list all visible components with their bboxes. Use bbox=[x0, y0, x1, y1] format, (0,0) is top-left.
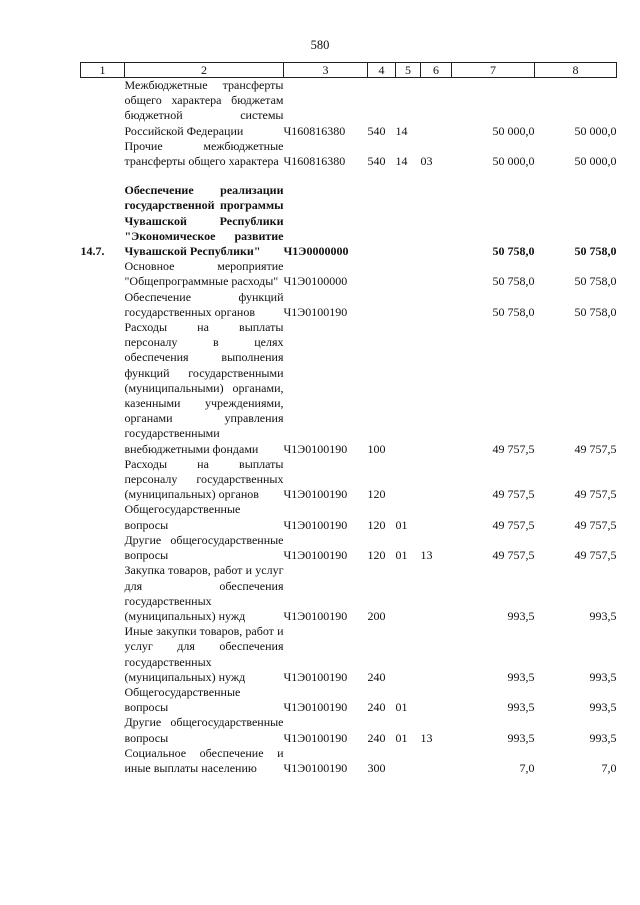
section-code bbox=[396, 624, 421, 685]
target-code: Ч1Э0100190 bbox=[283, 608, 348, 623]
amount-year-1: 993,5 bbox=[507, 700, 535, 715]
subsection-code bbox=[421, 624, 452, 685]
amount-year-2: 49 757,5 bbox=[574, 517, 617, 532]
section-code: 01 bbox=[395, 700, 408, 715]
item-name: Иные закупки товаров, работ и услуг для обеспечения государственных (муниципальных) нужд bbox=[124, 624, 284, 684]
amount-year-2: 49 757,5 bbox=[574, 441, 617, 456]
row-number bbox=[81, 533, 125, 563]
table-row bbox=[81, 139, 617, 169]
page-number: 580 bbox=[310, 38, 330, 52]
subsection-code bbox=[421, 563, 452, 624]
table-row bbox=[81, 502, 617, 532]
subsection-code bbox=[421, 290, 452, 320]
row-number bbox=[81, 685, 125, 715]
amount-year-2: 993,5 bbox=[589, 730, 617, 745]
amount-year-1: 49 757,5 bbox=[492, 517, 535, 532]
target-code: Ч1Э0000000 bbox=[283, 244, 349, 259]
column-header: 5 bbox=[396, 63, 421, 78]
section-code: 14 bbox=[395, 154, 408, 169]
amount-year-2: 50 000,0 bbox=[574, 123, 617, 138]
row-number bbox=[81, 502, 125, 532]
item-name: Расходы на выплаты персоналу государственных (муниципальных) органов bbox=[124, 456, 284, 502]
expense-type: 540 bbox=[367, 123, 386, 138]
item-name: Прочие межбюджетные трансферты общего характера bbox=[124, 138, 284, 169]
row-number: 14.7. bbox=[80, 244, 105, 259]
section-code bbox=[396, 457, 421, 503]
row-number bbox=[81, 320, 125, 457]
target-code: Ч1Э0100190 bbox=[283, 487, 348, 502]
row-number bbox=[81, 746, 125, 776]
target-code: Ч160816380 bbox=[283, 123, 346, 138]
expense-type: 120 bbox=[367, 487, 386, 502]
expense-type: 240 bbox=[367, 700, 386, 715]
subsection-code bbox=[421, 78, 452, 139]
item-name: Закупка товаров, работ и услуг для обеспечения государственных (муниципальных) нужд bbox=[124, 563, 284, 623]
column-header: 4 bbox=[368, 63, 396, 78]
row-number bbox=[81, 290, 125, 320]
section-code bbox=[396, 290, 421, 320]
amount-year-1: 49 757,5 bbox=[492, 441, 535, 456]
amount-year-2: 50 758,0 bbox=[574, 304, 617, 319]
budget-table bbox=[80, 62, 617, 776]
amount-year-1: 50 758,0 bbox=[492, 304, 535, 319]
row-number bbox=[81, 259, 125, 289]
item-name: Обеспечение реализации государственной программы Чувашской Республики "Экономическое развитие Чувашской Республики" bbox=[124, 183, 284, 259]
subsection-code: 03 bbox=[420, 154, 433, 169]
column-number-header bbox=[81, 63, 617, 78]
item-name bbox=[125, 169, 284, 183]
section-code bbox=[396, 183, 421, 259]
expense-type bbox=[368, 169, 396, 183]
column-header: 3 bbox=[284, 63, 368, 78]
item-name: Межбюджетные трансферты общего характера бюджетам бюджетной системы Российской Федерации bbox=[124, 78, 284, 138]
row-number bbox=[81, 169, 125, 183]
amount-year-1: 993,5 bbox=[507, 608, 535, 623]
amount-year-2 bbox=[535, 169, 617, 183]
amount-year-2: 50 000,0 bbox=[574, 154, 617, 169]
subsection-code bbox=[421, 685, 452, 715]
subsection-code: 13 bbox=[420, 730, 433, 745]
item-name: Расходы на выплаты персоналу в целях обеспечения выполнения функций государственными (муниципальными) органами, казенными учреждениями, органами управления государственными внебюджетными фондами bbox=[124, 320, 284, 456]
amount-year-1: 50 758,0 bbox=[492, 274, 535, 289]
column-header: 7 bbox=[452, 63, 535, 78]
item-name: Обеспечение функций государственных органов bbox=[124, 289, 284, 319]
subsection-code bbox=[421, 183, 452, 259]
expense-type: 240 bbox=[367, 730, 386, 745]
amount-year-1: 50 758,0 bbox=[492, 244, 535, 259]
target-code: Ч1Э0100190 bbox=[283, 669, 348, 684]
section-code: 14 bbox=[395, 123, 408, 138]
row-number bbox=[81, 78, 125, 139]
column-header: 1 bbox=[81, 63, 125, 78]
amount-year-2: 7,0 bbox=[601, 760, 617, 775]
target-code: Ч1Э0100190 bbox=[283, 517, 348, 532]
item-name: Другие общегосударственные вопросы bbox=[124, 715, 284, 745]
expense-type bbox=[368, 290, 396, 320]
table-row bbox=[81, 685, 617, 715]
expense-type: 100 bbox=[367, 441, 386, 456]
amount-year-2: 993,5 bbox=[589, 700, 617, 715]
item-name: Общегосударственные вопросы bbox=[124, 684, 241, 715]
amount-year-1: 993,5 bbox=[507, 730, 535, 745]
item-name: Основное мероприятие "Общепрограммные расходы" bbox=[124, 259, 284, 289]
amount-year-2: 993,5 bbox=[589, 669, 617, 684]
column-header: 2 bbox=[125, 63, 284, 78]
section-code bbox=[396, 259, 421, 289]
spacer-row bbox=[81, 169, 617, 183]
subsection-code bbox=[421, 320, 452, 457]
expense-type: 300 bbox=[367, 760, 386, 775]
target-code: Ч1Э0100190 bbox=[283, 548, 348, 563]
section-code bbox=[396, 746, 421, 776]
item-name: Другие общегосударственные вопросы bbox=[124, 532, 284, 563]
expense-type: 200 bbox=[367, 608, 386, 623]
item-name: Общегосударственные вопросы bbox=[124, 502, 241, 532]
section-code: 01 bbox=[395, 730, 408, 745]
section-code bbox=[396, 320, 421, 457]
table-row bbox=[81, 746, 617, 776]
row-number bbox=[81, 715, 125, 745]
amount-year-1: 50 000,0 bbox=[492, 154, 535, 169]
table-row bbox=[81, 183, 617, 259]
expense-type: 240 bbox=[367, 669, 386, 684]
target-code: Ч160816380 bbox=[283, 154, 346, 169]
amount-year-1: 50 000,0 bbox=[492, 123, 535, 138]
subsection-code bbox=[421, 457, 452, 503]
subsection-code bbox=[421, 259, 452, 289]
expense-type: 540 bbox=[367, 154, 386, 169]
expense-type bbox=[368, 183, 396, 259]
row-number bbox=[81, 563, 125, 624]
column-header: 8 bbox=[535, 63, 617, 78]
item-name: Социальное обеспечение и иные выплаты населению bbox=[124, 745, 284, 775]
row-number bbox=[81, 624, 125, 685]
target-code: Ч1Э0100190 bbox=[283, 441, 348, 456]
target-code: Ч1Э0100000 bbox=[283, 274, 348, 289]
amount-year-2: 49 757,5 bbox=[574, 548, 617, 563]
column-header: 6 bbox=[421, 63, 452, 78]
target-code: Ч1Э0100190 bbox=[283, 760, 348, 775]
table-row bbox=[81, 78, 617, 139]
target-code bbox=[284, 169, 368, 183]
section-code bbox=[396, 169, 421, 183]
amount-year-1 bbox=[452, 169, 535, 183]
section-code: 01 bbox=[395, 548, 408, 563]
subsection-code bbox=[421, 502, 452, 532]
target-code: Ч1Э0100190 bbox=[283, 304, 348, 319]
amount-year-1: 49 757,5 bbox=[492, 548, 535, 563]
subsection-code: 13 bbox=[420, 548, 433, 563]
amount-year-2: 993,5 bbox=[589, 608, 617, 623]
amount-year-1: 7,0 bbox=[519, 760, 535, 775]
table-row bbox=[81, 290, 617, 320]
target-code: Ч1Э0100190 bbox=[283, 700, 348, 715]
row-number bbox=[81, 139, 125, 169]
table-row bbox=[81, 533, 617, 563]
amount-year-2: 49 757,5 bbox=[574, 487, 617, 502]
section-code: 01 bbox=[395, 517, 408, 532]
amount-year-1: 49 757,5 bbox=[492, 487, 535, 502]
subsection-code bbox=[421, 169, 452, 183]
table-row bbox=[81, 563, 617, 624]
expense-type: 120 bbox=[367, 548, 386, 563]
section-code bbox=[396, 563, 421, 624]
table-row bbox=[81, 715, 617, 745]
table-row bbox=[81, 624, 617, 685]
amount-year-2: 50 758,0 bbox=[574, 274, 617, 289]
subsection-code bbox=[421, 746, 452, 776]
expense-type: 120 bbox=[367, 517, 386, 532]
table-row bbox=[81, 259, 617, 289]
amount-year-2: 50 758,0 bbox=[574, 244, 617, 259]
expense-type bbox=[368, 259, 396, 289]
row-number bbox=[81, 457, 125, 503]
table-row bbox=[81, 320, 617, 457]
table-row bbox=[81, 457, 617, 503]
target-code: Ч1Э0100190 bbox=[283, 730, 348, 745]
amount-year-1: 993,5 bbox=[507, 669, 535, 684]
